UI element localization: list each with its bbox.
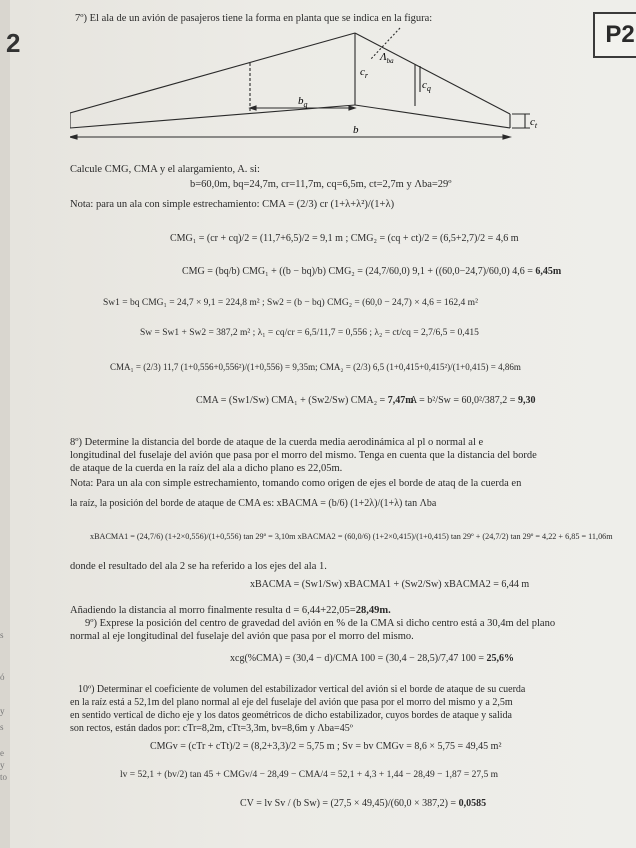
problem8-line5: la raíz, la posición del borde de ataque de CMA es: xBACMA = (b/6) (1+2λ)/(1+λ) tan Λba [70,498,437,509]
problem10-line2: en la raíz está a 52,1m del plano normal al eje del fuselaje del avión que pasa por el morro del mismo y a 2,5m [70,697,513,708]
eq-xbacma: xBACMA = (Sw1/Sw) xBACMA1 + (Sw2/Sw) xBACMA2 = 6,44 m [250,579,530,590]
problem8-line1: 8º) Determine la distancia del borde de ataque de la cuerda media aerodinámica al pl o normal al e [70,437,484,448]
wing-leading-edge-left [70,33,355,113]
eq-cv-text: CV = lv Sv / (b Sw) = (27,5 × 49,45)/(60,0 × 387,2) = [240,798,457,809]
eq-xcg [230,652,514,666]
svg-text:bq [298,95,308,109]
problem7-ask: Calcule CMG, CMA y el alargamiento, A. si: [70,164,260,175]
eq-cmg12: CMG₁ = (cr + cq)/2 = (11,7+6,5)/2 = 9,1 m ; CMG₂ = (cq + ct)/2 = (6,5+2,7)/2 = 4,6 m [170,233,519,244]
eq-sw-lambda: Sw = Sw1 + Sw2 = 387,2 m² ; λ₁ = cq/cr = 6,5/11,7 = 0,556 ; λ₂ = ct/cq = 2,7/6,5 = 0,415 [140,328,479,338]
margin-mark: s [0,630,4,640]
problem-badge: P2 [593,12,636,58]
svg-text:cq [422,79,431,93]
margin-mark: ó [0,672,5,682]
problem8-line6: donde el resultado del ala 2 se ha referido a los ejes del ala 1. [70,561,327,572]
problem8-line7 [70,604,391,617]
label-cr-sub: r [364,71,369,80]
margin-mark: e [0,748,4,758]
problem10-line1: 10º) Determinar el coeficiente de volumen del estabilizador vertical del avión si el borde de ataque de su cuerda [78,684,526,695]
label-bq: b [298,95,304,107]
page-number: 2 [6,28,21,58]
eq-cma [196,394,414,408]
svg-text:Λba [379,51,394,65]
svg-text:cr [360,66,369,80]
margin-mark: y [0,760,5,770]
eq-cv-result: 0,0585 [458,798,487,809]
eq-cma-result: 7,47m [387,395,414,406]
problem9-line1: 9º) Exprese la posición del centro de gravedad del avión en % de la CMA si dicho centro está a 30,4m del plano [85,618,556,629]
problem10-line4: son rectos, están dados por: cTr=8,2m, cTt=3,3m, bv=8,6m y Λba=45º [70,723,353,734]
problem8-distance-result: 28,49m. [355,605,391,616]
eq-cv [240,797,486,811]
eq-aspect-text: A = b²/Sw = 60,0²/387,2 = [410,395,516,406]
margin-mark: to [0,772,8,782]
problem7-intro: 7º) El ala de un avión de pasajeros tiene la forma en planta que se indica en la figura: [75,13,433,24]
wing-leading-edge-right [355,33,510,114]
eq-aspect [410,394,535,408]
eq-xcg-text: xcg(%CMA) = (30,4 − d)/CMA 100 = (30,4 − 28,5)/7,47 100 = [230,653,485,664]
eq-cmgv: CMGv = (cTr + cTt)/2 = (8,2+3,3)/2 = 5,75 m ; Sv = bv CMGv = 8,6 × 5,75 = 49,45 m² [150,741,502,752]
wing-planform-figure [70,20,570,145]
problem9-line2: normal al eje longitudinal del fuselaje del avión que pasa por el morro del mismo. [70,631,414,642]
eq-cma12: CMA₁ = (2/3) 11,7 (1+0,556+0,556²)/(1+0,556) = 9,35m; CMA₂ = (2/3) 6,5 (1+0,415+0,415²)/(1+0,415) = 4,86m [110,362,521,372]
problem8-line2: longitudinal del fuselaje del avión que pasa por el morro del mismo. Tenga en cuenta que la distancia del borde [70,450,537,461]
document-page [6,0,636,848]
problem8-line3: de ataque de la cuerda en la raíz del ala a dicho plano es 22,05m. [70,463,343,474]
margin-mark: y [0,706,5,716]
problem8-line7-text: Añadiendo la distancia al morro finalmente resulta d = 6,44+22,05= [70,605,356,616]
problem10-line3: en sentido vertical de dicho eje y los datos geométricos de dicho estabilizador, cuyos bordes de ataque y salida [70,710,512,721]
eq-lv: lv = 52,1 + (bv/2) tan 45 + CMGv/4 − 28,49 − CMA/4 = 52,1 + 4,3 + 1,44 − 28,49 − 1,87 = 27,5 m [120,770,498,780]
label-ct: c [530,116,535,128]
label-lambda-sub: ba [386,57,394,65]
problem7-data: b=60,0m, bq=24,7m, cr=11,7m, cq=6,5m, ct=2,7m y Λba=29º [190,179,452,190]
label-b: b [353,124,359,136]
label-cq-sub: q [426,84,431,93]
eq-cmg-text: CMG = (bq/b) CMG₁ + ((b − bq)/b) CMG₂ = (24,7/60,0) 9,1 + ((60,0−24,7)/60,0) 4,6 = [182,266,533,277]
eq-cmg [182,265,561,279]
label-cq: c [422,79,427,91]
eq-aspect-result: 9,30 [517,395,536,406]
problem7-nota: Nota: para un ala con simple estrechamiento: CMA = (2/3) cr (1+λ+λ²)/(1+λ) [70,199,395,210]
label-bq-sub: q [303,100,308,109]
margin-mark: s [0,722,4,732]
svg-text:ct [530,116,538,130]
eq-xbacma12: xBACMA1 = (24,7/6) (1+2×0,556)/(1+0,556) tan 29º = 3,10m xBACMA2 = (60,0/6) (1+2×0,415)/(1+0,415) tan 29º + (24,7/2) tan 29º = 4,22 + 6,85 = 11,06m [90,532,613,541]
problem8-line4: Nota: Para un ala con simple estrechamiento, tomando como origen de ejes el borde de ataq de la cuerda en [70,478,522,489]
label-lambda: Λ [380,51,387,63]
label-cr: c [360,66,365,78]
eq-sw12: Sw1 = bq CMG₁ = 24,7 × 9,1 = 224,8 m² ; Sw2 = (b − bq) CMG₂ = (60,0 − 24,7) × 4,6 = 162,4 m² [103,298,478,308]
eq-cma-text: CMA = (Sw1/Sw) CMA₁ + (Sw2/Sw) CMA₂ = [196,395,386,406]
label-ct-sub: t [534,121,538,130]
eq-cmg-result: 6,45m [535,266,562,277]
eq-xcg-result: 25,6% [486,653,515,664]
